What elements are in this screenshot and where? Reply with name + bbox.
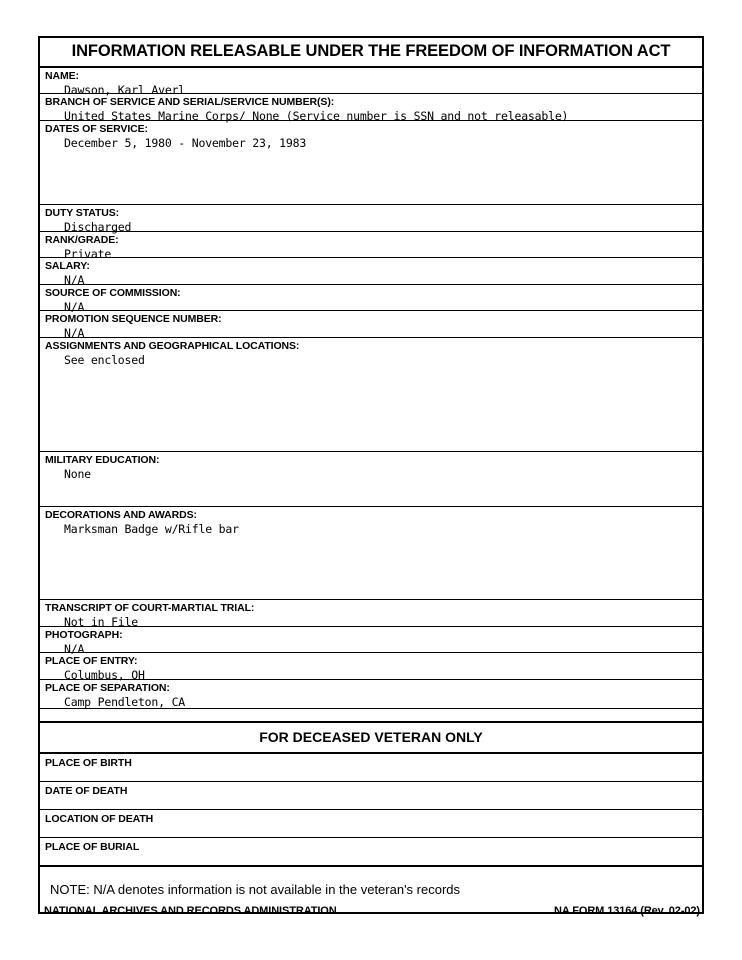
field-duty-status-label: DUTY STATUS: (45, 207, 120, 219)
field-source-of-commission-value: N/A (64, 300, 85, 314)
field-salary (40, 258, 702, 285)
field-source-of-commission-label: SOURCE OF COMMISSION: (45, 287, 181, 299)
field-duty-status-value: Discharged (64, 220, 132, 234)
field-military-education (40, 452, 702, 507)
field-date-of-death (40, 782, 702, 810)
section-divider (40, 709, 702, 723)
field-rank-grade (40, 232, 702, 261)
field-promotion-sequence-number-label: PROMOTION SEQUENCE NUMBER: (45, 313, 222, 325)
foia-form (38, 36, 704, 914)
field-place-of-birth (40, 754, 702, 782)
field-rank-grade-value: Private (64, 247, 112, 261)
form-footer (44, 905, 700, 917)
deceased-section-heading: FOR DECEASED VETERAN ONLY (40, 723, 702, 754)
footer-form-number: NA FORM 13164 (Rev. 02-02) (554, 905, 700, 917)
field-place-of-separation-label: PLACE OF SEPARATION: (45, 682, 170, 694)
field-dates-of-service-value: December 5, 1980 - November 23, 1983 (64, 136, 307, 150)
field-source-of-commission (40, 285, 702, 314)
field-salary-label: SALARY: (45, 260, 90, 272)
field-photograph-value: N/A (64, 642, 85, 656)
field-dates-of-service (40, 121, 702, 205)
field-salary-value: N/A (64, 273, 85, 287)
field-place-of-burial (40, 838, 702, 866)
field-duty-status (40, 205, 702, 232)
field-branch-of-service-value: United States Marine Corps/ None (Service number is SSN and not releasable) (64, 109, 569, 123)
field-place-of-separation (40, 680, 702, 709)
field-decorations-awards (40, 507, 702, 600)
field-place-of-entry (40, 653, 702, 680)
field-branch-of-service (40, 94, 702, 121)
field-transcript-court-martial-label: TRANSCRIPT OF COURT-MARTIAL TRIAL: (45, 602, 255, 614)
field-name (40, 68, 702, 97)
field-assignments-locations-value: See enclosed (64, 353, 145, 367)
field-location-of-death-label: LOCATION OF DEATH (45, 813, 154, 825)
field-military-education-value: None (64, 467, 91, 481)
field-name-label: NAME: (45, 70, 79, 82)
field-place-of-burial-label: PLACE OF BURIAL (45, 841, 140, 853)
field-photograph (40, 627, 702, 656)
footer-agency: NATIONAL ARCHIVES AND RECORDS ADMINISTRATION (44, 905, 337, 917)
field-place-of-entry-label: PLACE OF ENTRY: (45, 655, 138, 667)
field-date-of-death-label: DATE OF DEATH (45, 785, 128, 797)
form-note-text: NOTE: N/A denotes information is not available in the veteran's records (50, 882, 461, 897)
field-branch-of-service-label: BRANCH OF SERVICE AND SERIAL/SERVICE NUMBER(S): (45, 96, 335, 108)
field-transcript-court-martial (40, 600, 702, 627)
field-decorations-awards-label: DECORATIONS AND AWARDS: (45, 509, 197, 521)
field-photograph-label: PHOTOGRAPH: (45, 629, 123, 641)
field-name-value: Dawson, Karl Averl (64, 83, 186, 97)
field-place-of-birth-label: PLACE OF BIRTH (45, 757, 132, 769)
field-place-of-entry-value: Columbus, OH (64, 668, 145, 682)
field-rank-grade-label: RANK/GRADE: (45, 234, 119, 246)
field-transcript-court-martial-value: Not in File (64, 615, 138, 629)
field-assignments-locations-label: ASSIGNMENTS AND GEOGRAPHICAL LOCATIONS: (45, 340, 300, 352)
field-location-of-death (40, 810, 702, 838)
field-decorations-awards-value: Marksman Badge w/Rifle bar (64, 522, 239, 536)
field-promotion-sequence-number (40, 311, 702, 338)
field-dates-of-service-label: DATES OF SERVICE: (45, 123, 148, 135)
field-assignments-locations (40, 338, 702, 452)
field-military-education-label: MILITARY EDUCATION: (45, 454, 160, 466)
form-title: INFORMATION RELEASABLE UNDER THE FREEDOM OF INFORMATION ACT (40, 38, 702, 68)
field-place-of-separation-value: Camp Pendleton, CA (64, 695, 186, 709)
field-promotion-sequence-number-value: N/A (64, 326, 85, 340)
